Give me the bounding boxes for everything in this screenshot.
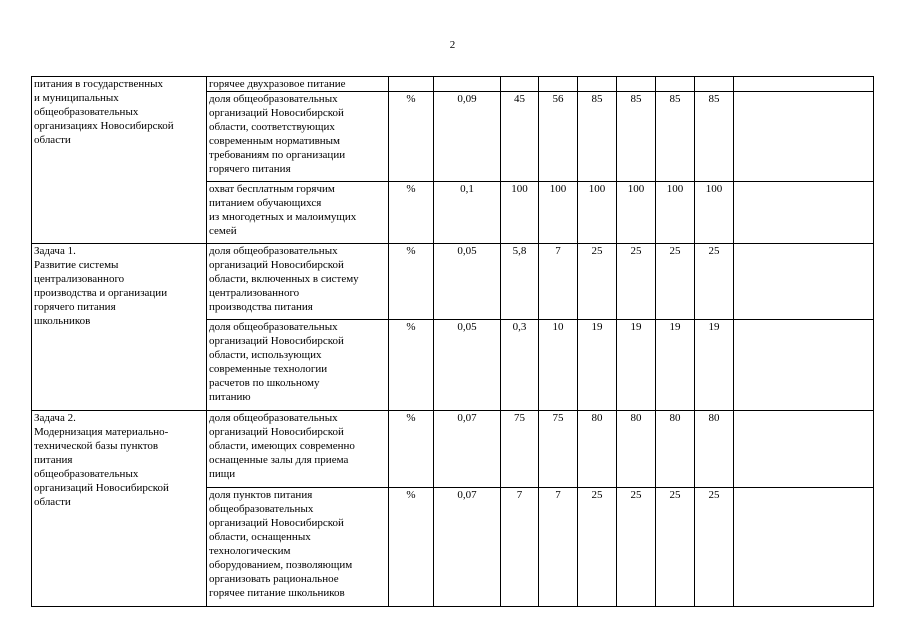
indicator-cell-line: горячее питание школьников — [209, 587, 345, 599]
indicator-cell-line: области, использующих — [209, 349, 322, 361]
indicator-cell-line: производства питания — [209, 301, 313, 313]
indicator-cell-line: пищи — [209, 468, 236, 480]
empty-cell — [434, 77, 501, 92]
indicator-cell-line: питанию — [209, 391, 251, 403]
weight-cell: 0,05 — [434, 244, 501, 320]
empty-cell — [734, 411, 874, 488]
value-cell: 25 — [617, 244, 656, 320]
empty-cell — [734, 488, 874, 607]
unit-cell: % — [389, 488, 434, 607]
goal-cell-line: питания в государственных — [34, 78, 164, 90]
indicator-cell-line: требованиям по организации — [209, 149, 346, 161]
task-cell-line: питания — [34, 454, 73, 466]
indicator-cell — [207, 92, 389, 182]
empty-cell — [734, 244, 874, 320]
indicator-cell-line: организовать рациональное — [209, 573, 339, 585]
value-cell: 85 — [656, 92, 695, 182]
value-cell: 25 — [695, 488, 734, 607]
goal-cell-line: общеобразовательных — [34, 106, 139, 118]
indicator-cell-line: расчетов по школьному — [209, 377, 320, 389]
value-cell: 10 — [539, 320, 578, 411]
task-cell-line: централизованного — [34, 273, 125, 285]
task-cell-line: технической базы пунктов — [34, 440, 159, 452]
empty-cell — [539, 77, 578, 92]
weight-cell: 0,09 — [434, 92, 501, 182]
value-cell: 19 — [695, 320, 734, 411]
indicator-cell — [207, 182, 389, 244]
value-cell: 25 — [695, 244, 734, 320]
indicator-cell-line: области, включенных в систему — [209, 273, 359, 285]
goal-cell-line: и муниципальных — [34, 92, 119, 104]
indicator-cell-line: доля общеобразовательных — [209, 412, 338, 424]
table-row — [32, 411, 874, 488]
weight-cell: 0,07 — [434, 411, 501, 488]
value-cell: 19 — [656, 320, 695, 411]
value-cell: 25 — [578, 244, 617, 320]
value-cell: 80 — [656, 411, 695, 488]
indicator-cell-line: организаций Новосибирской — [209, 426, 344, 438]
unit-cell: % — [389, 92, 434, 182]
value-cell: 0,3 — [501, 320, 539, 411]
goal-cell — [32, 77, 207, 244]
indicator-cell — [207, 488, 389, 607]
indicator-cell-line: оснащенные залы для приема — [209, 454, 349, 466]
indicator-cell-line: централизованного — [209, 287, 300, 299]
indicator-cell-line: организаций Новосибирской — [209, 517, 344, 529]
value-cell: 80 — [695, 411, 734, 488]
task-cell — [32, 244, 207, 411]
empty-cell — [389, 77, 434, 92]
indicator-cell-line: организаций Новосибирской — [209, 259, 344, 271]
indicators-table — [31, 76, 874, 607]
task-cell-line: общеобразовательных — [34, 468, 139, 480]
value-cell: 85 — [578, 92, 617, 182]
value-cell: 85 — [695, 92, 734, 182]
value-cell: 25 — [617, 488, 656, 607]
task-cell-line: организаций Новосибирской — [34, 482, 169, 494]
unit-cell: % — [389, 320, 434, 411]
indicator-cell-line: охват бесплатным горячим — [209, 183, 335, 195]
unit-cell: % — [389, 182, 434, 244]
value-cell: 56 — [539, 92, 578, 182]
indicator-cell-line: технологическим — [209, 545, 291, 557]
task-cell-line: Развитие системы — [34, 259, 119, 271]
indicator-cell-line: горячего питания — [209, 163, 291, 175]
task-cell-line: школьников — [34, 315, 91, 327]
value-cell: 100 — [617, 182, 656, 244]
value-cell: 5,8 — [501, 244, 539, 320]
value-cell: 45 — [501, 92, 539, 182]
task-cell-line: горячего питания — [34, 301, 116, 313]
task-cell-line: производства и организации — [34, 287, 168, 299]
goal-cell-line: организациях Новосибирской — [34, 120, 174, 132]
task-cell — [32, 411, 207, 607]
indicator-cell-line: доля пунктов питания — [209, 489, 313, 501]
indicator-cell-line: семей — [209, 225, 237, 237]
indicator-cell-line: оборудованием, позволяющим — [209, 559, 353, 571]
indicator-cell — [207, 244, 389, 320]
indicator-cell-line: доля общеобразовательных — [209, 245, 338, 257]
indicator-cell-line: организаций Новосибирской — [209, 335, 344, 347]
empty-cell — [617, 77, 656, 92]
indicator-cell — [207, 411, 389, 488]
empty-cell — [734, 182, 874, 244]
empty-cell — [578, 77, 617, 92]
indicator-cell-line: из многодетных и малоимущих — [209, 211, 357, 223]
value-cell: 75 — [501, 411, 539, 488]
empty-cell — [501, 77, 539, 92]
indicator-cell — [207, 77, 389, 92]
value-cell: 100 — [539, 182, 578, 244]
value-cell: 100 — [695, 182, 734, 244]
goal-cell-line: области — [34, 134, 71, 146]
indicator-cell-line: области, оснащенных — [209, 531, 311, 543]
indicator-cell-line: доля общеобразовательных — [209, 93, 338, 105]
empty-cell — [695, 77, 734, 92]
empty-cell — [734, 320, 874, 411]
weight-cell: 0,07 — [434, 488, 501, 607]
indicator-cell-line: доля общеобразовательных — [209, 321, 338, 333]
value-cell: 100 — [656, 182, 695, 244]
indicator-cell-line: питанием обучающихся — [209, 197, 322, 209]
weight-cell: 0,1 — [434, 182, 501, 244]
indicator-cell-line: современные технологии — [209, 363, 328, 375]
value-cell: 25 — [656, 488, 695, 607]
unit-cell: % — [389, 244, 434, 320]
value-cell: 25 — [578, 488, 617, 607]
table-row — [32, 77, 874, 92]
table-row — [32, 244, 874, 320]
empty-cell — [734, 92, 874, 182]
task-cell-line: области — [34, 496, 71, 508]
value-cell: 19 — [617, 320, 656, 411]
value-cell: 7 — [539, 244, 578, 320]
task-cell-line: Модернизация материально- — [34, 426, 169, 438]
weight-cell: 0,05 — [434, 320, 501, 411]
indicator-cell-line: горячее двухразовое питание — [209, 78, 346, 90]
indicator-cell-line: современным нормативным — [209, 135, 341, 147]
value-cell: 7 — [539, 488, 578, 607]
value-cell: 85 — [617, 92, 656, 182]
value-cell: 80 — [578, 411, 617, 488]
task-cell-line: Задача 2. — [34, 412, 76, 424]
indicator-cell-line: общеобразовательных — [209, 503, 314, 515]
value-cell: 25 — [656, 244, 695, 320]
value-cell: 75 — [539, 411, 578, 488]
task-cell-line: Задача 1. — [34, 245, 76, 257]
indicator-cell-line: организаций Новосибирской — [209, 107, 344, 119]
empty-cell — [734, 77, 874, 92]
indicator-cell — [207, 320, 389, 411]
value-cell: 80 — [617, 411, 656, 488]
value-cell: 7 — [501, 488, 539, 607]
unit-cell: % — [389, 411, 434, 488]
value-cell: 100 — [578, 182, 617, 244]
indicator-cell-line: области, соответствующих — [209, 121, 335, 133]
value-cell: 100 — [501, 182, 539, 244]
empty-cell — [656, 77, 695, 92]
page-number: 2 — [449, 39, 456, 51]
value-cell: 19 — [578, 320, 617, 411]
indicator-cell-line: области, имеющих современно — [209, 440, 355, 452]
